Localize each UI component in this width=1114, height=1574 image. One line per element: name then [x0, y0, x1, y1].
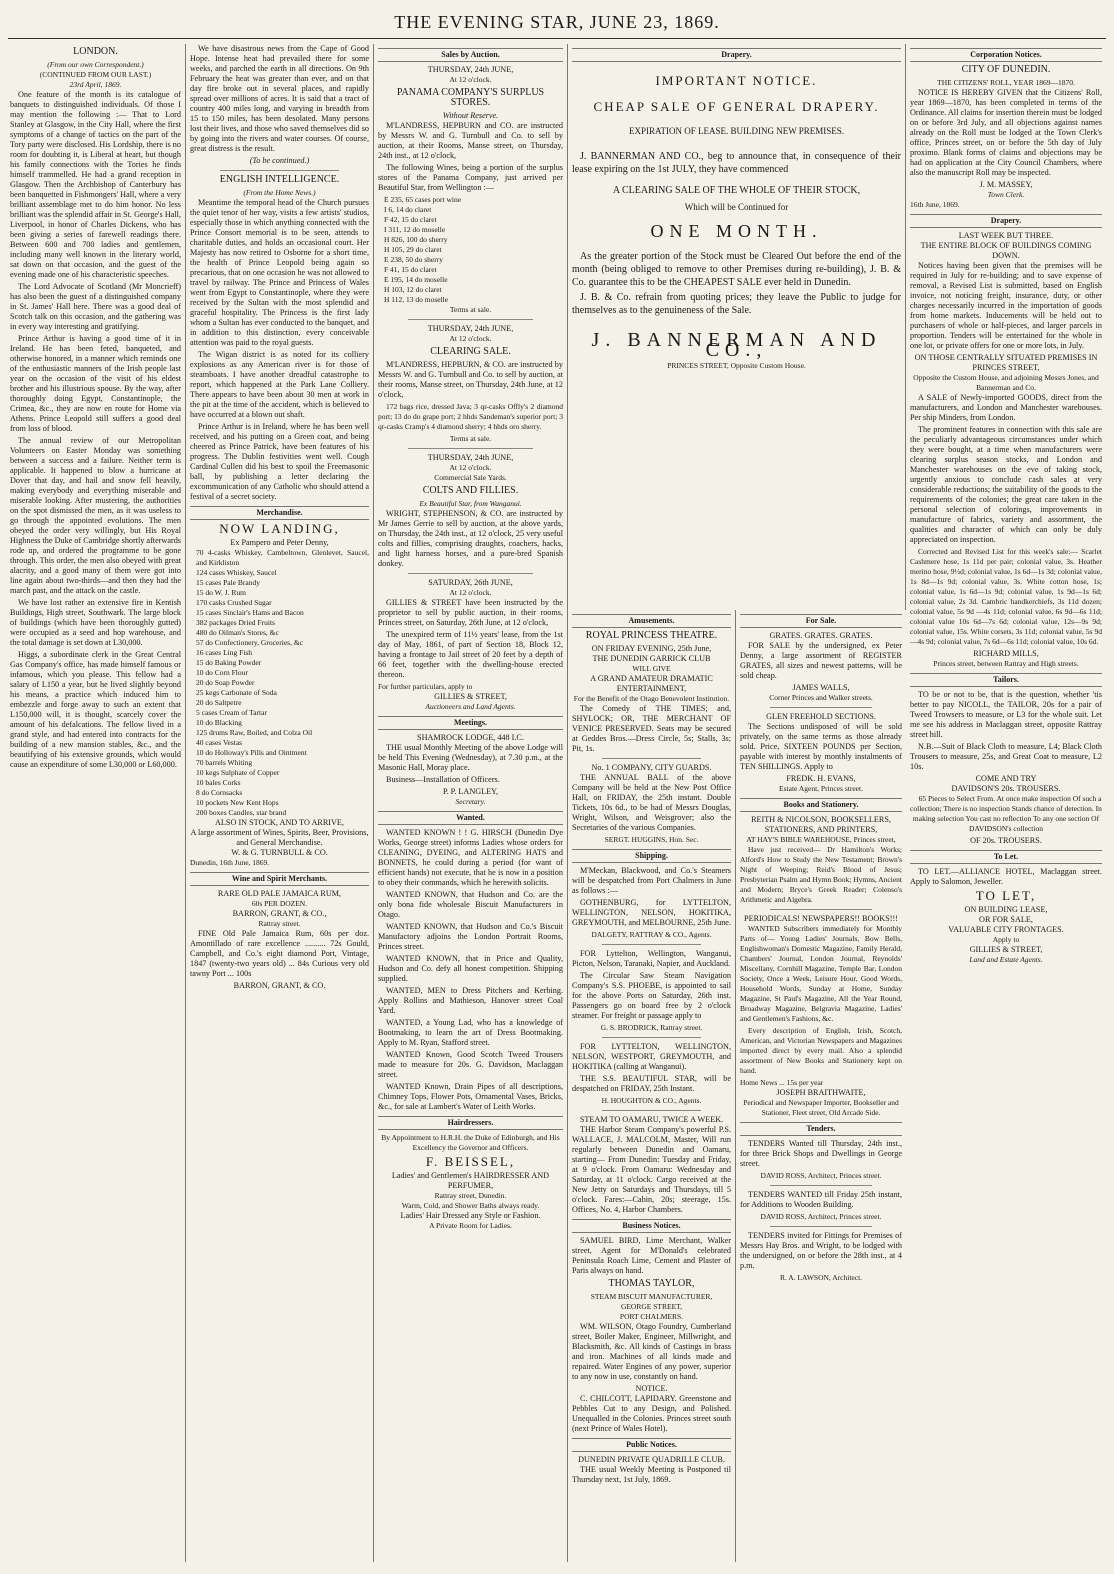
auction-title: PANAMA COMPANY'S SURPLUS STORES. [396, 87, 545, 108]
divider [770, 1226, 872, 1227]
drapery-body: As the greater portion of the Stock must be Cleared Out before the end of the month (being obliged to remove to other Premises during re-building), J. B. & Co. guarantee this to be the CHEAPEST SALE ever held in Dunedin. [572, 251, 901, 288]
corp-signature-role: Town Clerk. [987, 190, 1025, 199]
auction-further: For further particulars, apply to [378, 682, 473, 691]
drapery2-subheading: Opposite the Custom House, and adjoining Messrs Jones, and Bannerman and Co. [913, 373, 1099, 392]
article-paragraph: Prince Arthur is in Ireland, where he has been well received, and his putting on a Green coat, and being cheered as Prince Patrick, have been features of his progress. The Dublin festivities went well. Cough Cardinal Cullen did his best to spoil the Freemasonic ball, by publishing a letter declaring the excommunication of any Catholic who should attend a festival of a secret society. [190, 422, 369, 501]
section-to-let: To Let. [910, 850, 1102, 864]
auction-date: SATURDAY, 26th JUNE, [428, 578, 513, 587]
auction-title: COLTS AND FILLIES. [422, 485, 519, 496]
tailor-heading: DAVIDSON'S 20s. TROUSERS. [951, 784, 1061, 793]
section-shipping: Shipping. [572, 849, 731, 863]
meeting-title: SHAMROCK LODGE, 448 I.C. [417, 733, 524, 742]
tender-body: TENDERS WANTED till Friday 25th instant, for Additions to Wooden Building. [740, 1190, 902, 1209]
books-signature-address: Periodical and Newspaper Importer, Bookseller and Stationer, Fleet street, Old Arcade Side. [743, 1098, 899, 1117]
sale-signature-address: Estate Agent, Princes street. [779, 784, 863, 793]
auction-date: THURSDAY, 24th JUNE, [427, 453, 514, 462]
goods-item: 8 do Cornsacks [196, 788, 243, 797]
article-paragraph: Meantime the temporal head of the Church pursues the quiet tenor of her way, visits a few artists' studios, especially those in which anything connected with the Prince Consort memorial is to be seen, attends to charitable duties, and holds an occasional court. Her Majesty has now retired to Osborne for a short time, the health of Prince Leopold being again so precarious, that on one occasion he was not allowed to travel by railway. The Prince and Princess of Wales went from Egypt to Constantinople, where they were received by the Sultan with the most splendid and graceful hospitality. The Princess is the first lady whom a Sultan has ever conducted to the banquet, and in addition to this distinction, every conceivable attention was paid to the royal guests. [190, 198, 369, 347]
section-drapery-2: Drapery. [910, 214, 1102, 228]
section-for-sale: For Sale. [740, 614, 902, 628]
section-amusements: Amusements. [572, 614, 731, 628]
tailor-heading: OF 20s. TROUSERS. [970, 836, 1042, 845]
wine-list [378, 195, 563, 305]
drapery2-signature-address: Princes street, between Rattray and High streets. [933, 659, 1079, 668]
books-body: WANTED Subscribers immediately for Monthly Parts of— Young Ladies' Journals, Bow Bells, Englishwoman's Domestic Magazine, Family Herald, Chambers' Journal, London Journal, Reynolds' Miscellany, Cornhill Magazine, Temple Bar, London Society, Once a Week, Leisure Hour, Good Words, Household Words, Sunday at Home, Sunday Magazine, St Paul's Magazine, All the Year Round, Broadway Magazine, Belgravia Magazine, Ladies' and Gentlemen's Fashions, &c. [740, 924, 902, 1023]
sale-body: The Sections undisposed of will be sold privately, on the same terms as those already sold. Price, SIXTEEN POUNDS per Section, payable with interest by monthly instalments of TEN SHILLINGS. Apply to [740, 722, 902, 771]
section-meetings: Meetings. [378, 716, 563, 730]
shipping-body: GOTHENBURG, for LYTTELTON, WELLINGTON, NELSON, HOKITIKA, GREYMOUTH, and MELBOURNE, 25th June. [572, 898, 731, 927]
ad-signature: BARRON, GRANT, & CO. [233, 981, 326, 990]
auction-items: 172 bags rice, dressed Java; 3 qr-casks Offly's 2 diamond port; 13 do do grape port; 2 hhds Sandeman's superior port; 3 qr-casks Cramp's 4 diamond sherry; 4 hhds oro sherry. [378, 402, 563, 431]
drapery-month: ONE MONTH. [650, 221, 823, 241]
goods-item: 15 do Baking Powder [196, 658, 262, 667]
shipping-title: STEAM TO OAMARU, TWICE A WEEK. [579, 1115, 724, 1124]
article-subtitle: (From the Home News.) [243, 188, 316, 197]
divider [408, 573, 533, 574]
meeting-body: Business—Installation of Officers. [386, 775, 500, 784]
auction-note: Ex Beautiful Star, from Wanganui. [419, 499, 522, 508]
auction-time: At 12 o'clock. [449, 463, 492, 472]
section-corporation: Corporation Notices. [910, 48, 1102, 62]
guards-signature: SERGT. HUGGINS, Hon. Sec. [604, 835, 699, 844]
corp-date: 16th June, 1869. [910, 200, 960, 209]
auction-date: THURSDAY, 24th JUNE, [427, 65, 514, 74]
section-books: Books and Stationery. [740, 798, 902, 812]
meeting-signature-role: Secretary. [455, 797, 486, 806]
drapery-expiry: EXPIRATION OF LEASE. BUILDING NEW PREMISES. [628, 126, 845, 136]
hair-address: Rattray street, Dunedin. [434, 1191, 507, 1200]
business-ad: C. CHILCOTT, LAPIDARY. Greenstone and Pebbles Cut to any Design, and Polished. Unequalled in the Colonies. Princes street south (next Prince of Wales Hotel). [572, 1394, 731, 1433]
business-heading: THOMAS TAYLOR, [608, 1278, 695, 1289]
sale-signature-address: Corner Princes and Walker streets. [769, 693, 873, 702]
ad-subheading: Ex Pampero and Peter Denny, [230, 538, 329, 547]
hair-trade: Ladies' and Gentlemen's HAIRDRESSER AND PERFUMER, [391, 1171, 550, 1190]
article-paragraph: We have lost rather an extensive fire in Kentish Buildings, High street, Southwark. The large block of buildings (which have been thoroughly gutted) were occupied as a seed and hop warehouse, and the total damage is set down at L30,000. [10, 598, 181, 647]
drapery-body: J. B. & Co. refrain from quoting prices; they leave the Public to judge for themselves as to the genuineness of the Sale. [572, 292, 901, 316]
section-tailors: Tailors. [910, 673, 1102, 687]
hair-appointment: By Appointment to H.R.H. the Duke of Edinburgh, and His Excellency the Governor and Officers. [381, 1133, 560, 1152]
goods-item: 382 packages Dried Fruits [196, 618, 275, 627]
guards-body: THE ANNUAL BALL of the above Company will be held at the New Post Office Hall, on FRIDAY, the 25th instant. Double Tickets, 10s 6d., to be had of Messrs Douglas, Wright, Wilson, and Weisgrover; also the Secretaries of the various Companies. [572, 773, 731, 832]
column-4 [568, 610, 736, 1562]
column-fade [374, 1548, 567, 1562]
column-6 [906, 44, 1106, 1562]
column-1 [6, 44, 186, 1562]
article-paragraph: Higgs, a subordinate clerk in the Great Central Gas Company's office, has made himself famous or infamous, which you please. This fellow had a salary of L150 a year, but he lived slightly beyond his means, a practice which induced him to embezzle and forge away to such an extent that L150,000 will, it is thought, scarcely cover the amount of his defalcations. The fellow lived in a grand style, and had entered into contracts for the building of a new mansion stables, &c., and the beautifying of his extensive grounds, which would cause an expenditure of some L30,000 or L60,000. [10, 650, 181, 769]
goods-item: 170 casks Crushed Sugar [196, 598, 272, 607]
column-3 [374, 44, 568, 1562]
wine-item: E 195, 14 do moselle [384, 275, 448, 284]
tender-signature: R. A. LAWSON, Architect. [779, 1273, 863, 1282]
drapery-block [568, 44, 906, 610]
shipping-body: THE Harbor Steam Company's powerful P.S. WALLACE, J. MALCOLM, Master, Will run regularly between Dunedin and Oamaru, starting— From Dunedin: Tuesday and Friday, at 9 o'clock. From Oamaru: Wednesday and Saturday, at 11 o'clock. Cargo received at the New Jetty on Saturdays and Thursdays, till 5 o'clock. Fares:—Cabin, 20s; steerage, 15s. Offices, No. 4, Harbor Chambers. [572, 1125, 731, 1214]
divider [602, 1037, 701, 1038]
sale-signature: FREDK. H. EVANS, [786, 774, 856, 783]
let-signature-role: Land and Estate Agents. [969, 955, 1043, 964]
article-paragraph: One feature of the month is its catalogue of banquets to distinguished individuals. Of those I may mention the following :— That to Lord Stanley at Glasgow, in the City Hall, where the first symptoms of a change of tactics on the part of the Tory party were disclosed. His Lordship, there is no room for doubting it, is Liberal at heart, but though his family connections with the Tories he finds himself trammelled. He had a grand reception in Glasgow. Then the Archbishop of Canterbury has been banquetted in Fishmongers' Hall, where a very brilliant assemblage met to do him honor. No less brilliant was the splendid affair in St. George's Hall, Liverpool, in honor of Charles Dickens, who has been giving a series of farewell readings there. Between 600 and 700 ladies and gentlemen, including many well known in the literary world, sat down on that occasion, and the guest of the evening made one of his characteristic speeches. [10, 90, 181, 279]
ad-date: Dunedin, 16th June, 1869. [190, 858, 270, 867]
wine-item: F 41, 15 do claret [384, 265, 437, 274]
drapery-continued: Which will be Continued for [684, 202, 789, 212]
drapery-cheap-sale: CHEAP SALE OF GENERAL DRAPERY. [593, 99, 880, 114]
section-merchandise: Merchandise. [190, 506, 369, 520]
let-subheading: ON BUILDING LEASE, [964, 905, 1048, 914]
wanted-ad: WANTED KNOWN, that in Price and Quality, Hudson and Co. defy all honest competition. Shipping supplied. [378, 954, 563, 983]
lower-wide-grid [568, 610, 906, 1562]
auction-terms: Terms at sale. [449, 305, 492, 314]
shipping-agent: H. HOUGHTON & CO., Agents. [601, 1096, 702, 1105]
auction-location: Commercial Sale Yards. [434, 473, 507, 482]
books-heading: REITH & NICOLSON, BOOKSELLERS, STATIONERS, AND PRINTERS, [751, 815, 891, 834]
books-address: AT HAY'S BIBLE WAREHOUSE, Princes street, [746, 835, 896, 844]
sale-heading: GLEN FREEHOLD SECTIONS. [766, 712, 876, 721]
tailor-body: TO be or not to be, that is the question, whether 'tis better to pay NICOLL, the TAILOR, 20s for a pair of Tweed Trowsers to measure, or L3 for the whole suit. Let me see his address in Maclaggan street, opposite Rattray street hill. [910, 690, 1102, 739]
hair-name: F. BEISSEL, [425, 1154, 516, 1169]
sale-body: FOR SALE by the undersigned, ex Peter Denny, a large assortment of REGISTER GRATES, all sizes and newest patterns, will be sold cheap. [740, 641, 902, 680]
column-2 [186, 44, 374, 1562]
article-title-english: ENGLISH INTELLIGENCE. [219, 174, 340, 185]
sale-heading: GRATES. GRATES. GRATES. [769, 631, 873, 640]
divider [770, 707, 872, 708]
business-subheading: GEORGE STREET, [620, 1302, 683, 1311]
tender-body: TENDERS Wanted till Thursday, 24th inst., for three Brick Shops and Dwellings in George street. [740, 1139, 902, 1168]
theatre-club: THE DUNEDIN GARRICK CLUB [592, 654, 711, 663]
wine-item: I 6, 14 do claret [384, 205, 432, 214]
wine-item: H 112, 13 do moselle [384, 295, 449, 304]
goods-item: 10 do Corn Flour [196, 668, 248, 677]
books-price: Home News ... 15s per year [740, 1078, 824, 1087]
goods-item: 15 cases Sinclair's Hams and Bacon [196, 608, 304, 617]
sale-signature: JAMES WALLS, [792, 683, 850, 692]
shipping-agent: DALGETY, RATTRAY & CO., Agents. [591, 930, 712, 939]
goods-item: 25 kegs Carbonate of Soda [196, 688, 277, 697]
auction-terms: Terms at sale. [449, 434, 492, 443]
business-heading: NOTICE. [635, 1384, 668, 1393]
tender-body: TENDERS invited for Fittings for Premises of Messrs Hay Bros. and Wright, to be lodged with the undersigned, on or before the 28th inst., at 4 p.m. [740, 1231, 902, 1270]
auction-body: M'LANDRESS, HEPBURN and CO. are instructed by Messrs W. and G. Turnbull and Co. to sell by auction, at their Rooms, Manse street, on Thursday, 24th inst., at 12 o'clock, [378, 121, 563, 160]
divider [602, 944, 701, 945]
shipping-body: The Circular Saw Steam Navigation Company's S.S. PHOEBE, is appointed to sail for the above Ports on Saturday, 26th inst. Passengers go on board free by 2 o'clock steamer. For freight or passage apply to [572, 971, 731, 1020]
article-paragraph: Prince Arthur is having a good time of it in Ireland. He has been feted, banqueted, and otherwise honored, in a manner which reminds one of the enthusiastic manners of the Irish people last year on the occasion of the visit of his eldest brother and his illustrious spouse. By the way, after thoroughly doing Egypt, Constantinople, the Crimea, &c., they are now en route for Home via Athens. Prince Leopold still suffers a good deal from loss of blood. [10, 334, 181, 433]
goods-item: 20 do Saltpetre [196, 698, 242, 707]
ad-heading: ALSO IN STOCK, AND TO ARRIVE, [215, 818, 344, 827]
article-date: 23rd April, 1869. [69, 80, 122, 89]
divider [408, 448, 533, 449]
auction-date: THURSDAY, 24th JUNE, [427, 324, 514, 333]
article-paragraph: We have disastrous news from the Cape of Good Hope. Intense heat had prevailed there for some weeks, and parched the earth in all directions. On 9th February the heat was greater than ever, and on that day fire broke out in several places, and rapidly spread over millions of acres. It is said that a tract of country 400 miles long, and varying in breadth from 15 to 150 miles, has been desolated. Many persons lost their lives, and those who saved themselves did so by going into the rivers and water courses. Of course, great distress is the result. [190, 44, 369, 153]
divider [220, 170, 339, 171]
shipping-body: M'Meckan, Blackwood, and Co.'s Steamers will be despatched from Port Chalmers in June as follows :— [572, 866, 731, 895]
ad-text: A large assortment of Wines, Spirits, Beer, Provisions, and General Merchandise. [190, 828, 369, 847]
goods-list [190, 548, 369, 818]
auction-body: GILLIES & STREET have been instructed by the proprietor to sell by public auction, in their rooms, Princes street, on Saturday, 26th June, at 12 o'clock, [378, 598, 563, 627]
column-fade [736, 1548, 906, 1562]
goods-item: 125 drums Raw, Boiled, and Colza Oil [196, 728, 313, 737]
theatre-benefit: For the Benefit of the Otago Benevolent Institution. [573, 694, 730, 703]
article-continued: (CONTINUED FROM OUR LAST.) [39, 70, 152, 79]
wine-item: H 826, 100 do sherry [384, 235, 448, 244]
auction-note: Without Reserve. [442, 111, 499, 120]
goods-item: 10 do Blacking [196, 718, 242, 727]
goods-item: 57 do Confectionery, Groceries, &c [196, 638, 303, 647]
auction-time: At 12 o'clock. [449, 588, 492, 597]
meeting-body: THE usual Monthly Meeting of the above Lodge will be held This Evening (Wednesday), at 7.30 p.m., at the Masonic Hall, Moray place. [378, 743, 563, 772]
goods-item: 16 cases Ling Fish [196, 648, 253, 657]
column-fade [906, 1548, 1106, 1562]
goods-item: 15 do W. J. Rum [196, 588, 247, 597]
drapery-address: PRINCES STREET, Opposite Custom House. [667, 361, 806, 370]
wanted-ad: WANTED, a Young Lad, who has a knowledge of Bootmaking, to learn the art of Dress Bootmaking. Apply to M. Ryan, Stafford street. [378, 1018, 563, 1047]
section-hairdressers: Hairdressers. [378, 1116, 563, 1130]
goods-item: 10 bales Corks [196, 778, 241, 787]
shipping-body: THE S.S. BEAUTIFUL STAR, will be despatched on FRIDAY, 25th Instant. [572, 1074, 731, 1093]
auction-body: M'LANDRESS, HEPBURN, & CO. are instructed by Messrs W. and G. Turnbull and Co. to sell by auction, at their rooms, Manse street, on Thursday, 24th June, at 12 o'clock, [378, 360, 563, 399]
column-fade [6, 1548, 185, 1562]
divider [602, 1110, 701, 1111]
section-tenders: Tenders. [740, 1122, 902, 1136]
article-paragraph: The Lord Advocate of Scotland (Mr Moncrieff) has also been the guest of a distinguished company in St. James' Hall here. There was a good deal of Scotch talk on this occasion, and the gathering was in every way interesting and gratifying. [10, 282, 181, 331]
corp-heading: CITY OF DUNEDIN. [961, 64, 1051, 75]
corp-signature: J. M. MASSEY, [979, 180, 1033, 189]
drapery2-prices: Corrected and Revised List for this week's sale:— Scarlet Cashmere hose, 1s 11d per pair; colonial value, 3s. Heather merino hose, 9½d; colonial value, 1s 6d—1s 3d; colonial value, 1s 8d—1s 9d; colonial value, 3s. White cotton hose, 1s; colonial value, 1s 6d—1s 9d; colonial value, 1s 9d—1s 6d; colonial value, 2s 3d. Cambric handkerchiefs, 3s 11d dozen; colonial value, 5s 9d —4s 11d; colonial value, 6s 9d—6s 11d; colonial value 10s 6d—7s 6d; colonial value, 12s—9s 9d; colonial value, 15s. White corsets, 3s 11d; colonial value, 5s 9d—4s 9d; colonial value, 7s 6d—6s 11d; colonial value, 10s 6d. [910, 547, 1102, 646]
let-subheading: VALUABLE CITY FRONTAGES. [948, 925, 1064, 934]
tailor-body: N.B.—Suit of Black Cloth to measure, L4; Black Cloth Trousers to measure, 25s, and Great Coat to measure, L2 10s. [910, 742, 1102, 771]
wanted-ad: WANTED Known, Good Scotch Tweed Trousers made to measure for 20s. G. Davidson, Maclaggan street. [378, 1050, 563, 1079]
let-body: TO LET.—ALLIANCE HOTEL, Maclaggan street. Apply to Salomon, Jeweller. [910, 867, 1102, 886]
drapery-firm: J. BANNERMAN AND CO., [591, 329, 882, 361]
hair-private: A Private Room for Ladies. [429, 1221, 512, 1230]
section-public: Public Notices. [572, 1438, 731, 1452]
drapery2-body: A SALE of Newly-imported GOODS, direct from the manufacturers, and London and Manchester warehouses. Per ship Minders, from London. [910, 393, 1102, 422]
wine-item: I 311, 12 do moselle [384, 225, 446, 234]
meeting-signature: P. P. LANGLEY, [442, 787, 499, 796]
wine-item: E 235, 65 cases port wine [384, 195, 462, 204]
books-list: Have just received— Dr Hamilton's Works; Alford's How to Study the New Testament; Brown's Night of Weeping; Reid's Blood of Jesus; Presbyterian Psalm and Hymn Book; Hymns, Ancient and Modern; Bryce's Greek Reader; Colenso's Arithmetic and Algebra. [740, 845, 902, 904]
drapery2-heading: ON THOSE CENTRALLY SITUATED PREMISES IN PRINCES STREET, [914, 353, 1098, 372]
section-wine: Wine and Spirit Merchants. [190, 872, 369, 886]
drapery2-signature: RICHARD MILLS, [973, 649, 1039, 658]
drapery-body: J. BANNERMAN AND CO., beg to announce that, in consequence of their lease expiring on the 1st JULY, they have commenced [572, 151, 901, 175]
goods-item: 10 do Holloway's Pills and Ointment [196, 748, 307, 757]
goods-item: 70 4-casks Whiskey, Cambeltown, Glenlevet, Saucel, and Kirkliston [196, 548, 369, 567]
wanted-ad: WANTED KNOWN ! ! G. HIRSCH (Dunedin Dye Works, George street) informs Ladies whose orders for CLEANING, DYEING, and ALTERING HATS and BONNETS, he could during a period (for want of efficient hands) not execute, that he is now in a position to obey their commands, which he herewith solicits. [378, 828, 563, 887]
article-paragraph: The Wigan district is as noted for its colliery explosions as any American river is for those of steamboats. I have another dreadful catastrophe to report, which happened at the Park Lane Colliery. There appears to have been about 30 men at work in the pit at the time of the accident, which is believed to have occurred at a blown out shaft. [190, 350, 369, 419]
tender-signature: DAVID ROSS, Architect, Princes street. [760, 1212, 882, 1221]
auction-signature-role: Auctioneers and Land Agents. [425, 702, 516, 711]
wine-item: F 42, 15 do claret [384, 215, 437, 224]
auction-time: At 12 o'clock. [449, 75, 492, 84]
goods-item: 10 kegs Sulphate of Copper [196, 768, 280, 777]
auction-body: The unexpired term of 11½ years' lease, from the 1st day of May, 1861, of part of Section 18, Block 12, having a frontage to Jail street of 20 feet by a depth of 66 feet, together with the dwelling-house erected thereon. [378, 630, 563, 679]
books-body: Every description of English, Irish, Scotch, American, and Victorian Newspapers and Magazines imported direct by every mail. Also a splendid assortment of New Books and Stationery kept on hand. [740, 1026, 902, 1075]
let-subheading: OR FOR SALE, [979, 915, 1033, 924]
shipping-agent: G. S. BRODRICK, Rattray street. [600, 1023, 703, 1032]
tailor-heading: COME AND TRY [975, 774, 1037, 783]
hair-style: Ladies' Hair Dressed any Style or Fashion. [400, 1211, 541, 1220]
divider [770, 1185, 872, 1186]
section-drapery: Drapery. [572, 48, 901, 62]
goods-item: 480 do Oilman's Stores, &c [196, 628, 279, 637]
public-body: THE usual Weekly Meeting is Postponed til Thursday next, 1st July, 1869. [572, 1465, 731, 1484]
theatre-date: ON FRIDAY EVENING, 25th June, [591, 644, 712, 653]
wanted-ad: WANTED KNOWN, that Hudson and Co.'s Biscuit Manufactory adjoins the London Portrait Rooms, Princes street. [378, 922, 563, 951]
article-continued: (To be continued.) [249, 156, 310, 165]
drapery-clearing: A CLEARING SALE OF THE WHOLE OF THEIR STOCK, [612, 185, 861, 196]
auction-time: At 12 o'clock. [449, 334, 492, 343]
goods-item: 70 barrels Whiting [196, 758, 253, 767]
business-subheading: STEAM BISCUIT MANUFACTURER, [590, 1292, 713, 1301]
books-signature: JOSEPH BRAITHWAITE, [776, 1088, 866, 1097]
drapery2-heading: THE ENTIRE BLOCK OF BUILDINGS COMING DOWN. [920, 241, 1092, 260]
tailor-poem: 65 Pieces to Select From. At once make inspection Of such a collection; There is no inspection Stands chance of detection. In making selection You cast no reflection To any one section Of DAVIDSON's collection [910, 794, 1102, 833]
wanted-ad: WANTED, MEN to Dress Pitchers and Kerbing. Apply Rollins and Mathieson, Hanover street Coal Yard. [378, 986, 563, 1015]
article-subtitle: (From our own Correspondent.) [47, 60, 144, 69]
section-auction: Sales by Auction. [378, 48, 563, 62]
books-heading: PERIODICALS! NEWSPAPERS!! BOOKS!!! [744, 914, 898, 923]
auction-body: WRIGHT, STEPHENSON, & CO. are instructed by Mr James Gerrie to sell by auction, at the above yards, on Thursday, the 24th inst., at 12 o'clock, 25 very useful colts and fillies, comprising draughts, coachers, hacks, and light harness horses, and a pure-bred Spanish donkey. [378, 509, 563, 568]
drapery-notice: IMPORTANT NOTICE. [655, 73, 818, 88]
goods-item: 40 cases Vestas [196, 738, 243, 747]
goods-item: 200 boxes Candles, star brand [196, 808, 287, 817]
corp-subheading: THE CITIZENS' ROLL, YEAR 1869—1870. [937, 78, 1075, 87]
goods-item: 15 cases Pale Brandy [196, 578, 260, 587]
auction-signature: GILLIES & STREET, [434, 692, 507, 701]
let-apply: Apply to [992, 935, 1020, 944]
ad-text: FINE Old Pale Jamaica Rum, 60s per doz. Amontillado of rare excellence .......... 72s Gould, Campbell, and Co.'s eight diamond Port, Vintage, 1847 (twenty-two years old) ... 84s Curious very old tawny Port ... 100s [190, 929, 369, 978]
goods-item: 124 cases Whiskey, Saucel [196, 568, 277, 577]
ad-signature: W. & G. TURNBULL & CO. [231, 848, 328, 857]
let-signature: GILLIES & STREET, [969, 945, 1043, 954]
business-ad: WM. WILSON, Otago Foundry, Cumberland street, Boiler Maker, Engineer, Millwright, and Blacksmith, &c. All kinds of Castings in brass and iron. Machines of all kinds made and repaired. Water Engines of any power, superior to any now in use, constantly on hand. [572, 1322, 731, 1381]
divider [602, 758, 701, 759]
theatre-entertainment: A GRAND AMATEUR DRAMATIC ENTERTAINMENT, [590, 674, 713, 693]
column-fade [568, 1548, 735, 1562]
divider [770, 909, 872, 910]
business-subheading: PORT CHALMERS. [619, 1312, 684, 1321]
ad-address: Rattray street. [258, 919, 301, 928]
let-heading: TO LET, [975, 888, 1037, 903]
column-fade [186, 1548, 373, 1562]
tender-signature: DAVID ROSS, Architect, Princes street. [760, 1171, 882, 1180]
masthead-rule [8, 38, 1106, 39]
shipping-body: FOR Lyttelton, Wellington, Wanganui, Picton, Nelson, Taranaki, Napier, and Auckland. [572, 949, 731, 968]
ad-subheading: 60s PER DOZEN. [251, 899, 308, 908]
goods-item: 5 cases Cream of Tartar [196, 708, 267, 717]
auction-body: The following Wines, being a portion of the surplus stores of the Panama Company, just arrived per Beautiful Star, from Wellington :— [378, 163, 563, 192]
divider [408, 319, 533, 320]
ad-heading: NOW LANDING, [219, 521, 340, 536]
drapery2-heading: LAST WEEK BUT THREE. [958, 231, 1054, 240]
article-title-london: LONDON. [73, 46, 118, 57]
ad-heading: RARE OLD PALE JAMAICA RUM, [217, 889, 342, 898]
column-5 [736, 610, 906, 1562]
section-wanted: Wanted. [378, 811, 563, 825]
ad-signature: BARRON, GRANT, & CO., [232, 909, 327, 918]
theatre-title: ROYAL PRINCESS THEATRE. [585, 630, 718, 641]
wine-item: H 103, 12 do claret [384, 285, 442, 294]
section-business: Business Notices. [572, 1219, 731, 1233]
drapery2-body: Notices having been given that the premises will be required in July for re-building; and to save expense of removal, a Revised List is submitted, based on English invoice, not noticing freight, insurance, duty, or other charges necessarily incurred in the importation of goods from home markets. Inducements will be held out to purchasers of whole or half-pieces, and larger parcels in proportion. Tenders will be entertained for the whole in one lot, or private offers for one or more lots, in July. [910, 261, 1102, 350]
theatre-body: The Comedy of THE TIMES; and, SHYLOCK; OR, THE MERCHANT OF VENICE PRESERVED. Seats may be secured at Geddes Bros.—Dress Circle, 5s; Stalls, 3s; Pit, 1s. [572, 704, 731, 753]
corp-body: NOTICE IS HEREBY GIVEN that the Citizens' Roll, year 1869—1870, has been completed in terms of the Ordinance. All claims for insertion therein must be lodged on or before 3rd July, and all objections against names already on the Roll must be lodged at the Town Clerk's office, Princes street, on or before the 5th day of July proximo. Blank forms of claims and objections may be had on application at the City Council Chambers, where also the manuscript Roll may be inspected. [910, 88, 1102, 177]
business-ad: SAMUEL BIRD, Lime Merchant, Walker street, Agent for M'Donald's celebrated Peninsula Roach Lime, Cement and Plaster of Paris always on hand. [572, 1236, 731, 1275]
guards-title: No. 1 COMPANY, CITY GUARDS. [591, 763, 712, 772]
wanted-ad: WANTED KNOWN, that Hudson and Co. are the only bona fide wholesale Biscuit Manufacturers in Otago. [378, 890, 563, 919]
auction-title: CLEARING SALE. [430, 346, 511, 357]
public-heading: DUNEDIN PRIVATE QUADRILLE CLUB. [578, 1455, 725, 1464]
hair-baths: Warm, Cold, and Shower Baths always ready. [401, 1201, 540, 1210]
masthead: THE EVENING STAR, JUNE 23, 1869. [394, 12, 720, 32]
drapery2-body: The prominent features in connection with this sale are the peculiarly advantageous circumstances under which they were bought, at a time when manufacturers were clearing surplus season stocks, and London and Manchester warehouses on the eve of taking stock, urgently anxious to conclude cash sales at very considerable reductions; the suitability of the goods to the requirements of the colonies; the great care taken in the personal selection of colorings, improvements in manufacture of fabrics, variety and assortment, the qualities and character of which can only be duly appreciated on inspection. [910, 425, 1102, 544]
article-paragraph: The annual review of our Metropolitan Volunteers on Easter Monday was something between a success and a failure. Neither term is applicable. It happened to blow a hurricane at Dover that day, and hail and snow fell heavily, making everybody and everything miserable and miserable looking. After mustering, the authorities on the spot dismissed the men, as it was useless to go through the appointed evolutions. The men obeyed the order very willingly, but His Royal Highness the Duke of Cambridge shortly afterwards rode up, and ordered the programme to be gone through. This order, the men also obeyed with great alacrity, and a good many of them were got into line again about two-thirds—and then they had the march past, and the attack on the castle. [10, 436, 181, 595]
wine-item: H 105, 29 do claret [384, 245, 442, 254]
goods-item: 20 do Soap Powder [196, 678, 255, 687]
goods-item: 10 pockets New Kent Hops [196, 798, 279, 807]
wanted-ad: WANTED Known, Drain Pipes of all descriptions, Chimney Tops, Flower Pots, Ornamental Vases, Bricks, &c., for sale at Lambert's Water of Leith Works. [378, 1082, 563, 1111]
shipping-body: FOR LYTTELTON, WELLINGTON, NELSON, WESTPORT, GREYMOUTH, and HOKITIKA (calling at Wanganui). [572, 1042, 731, 1071]
wine-item: E 238, 50 do sherry [384, 255, 443, 264]
theatre-will: WILL GIVE [632, 664, 671, 673]
